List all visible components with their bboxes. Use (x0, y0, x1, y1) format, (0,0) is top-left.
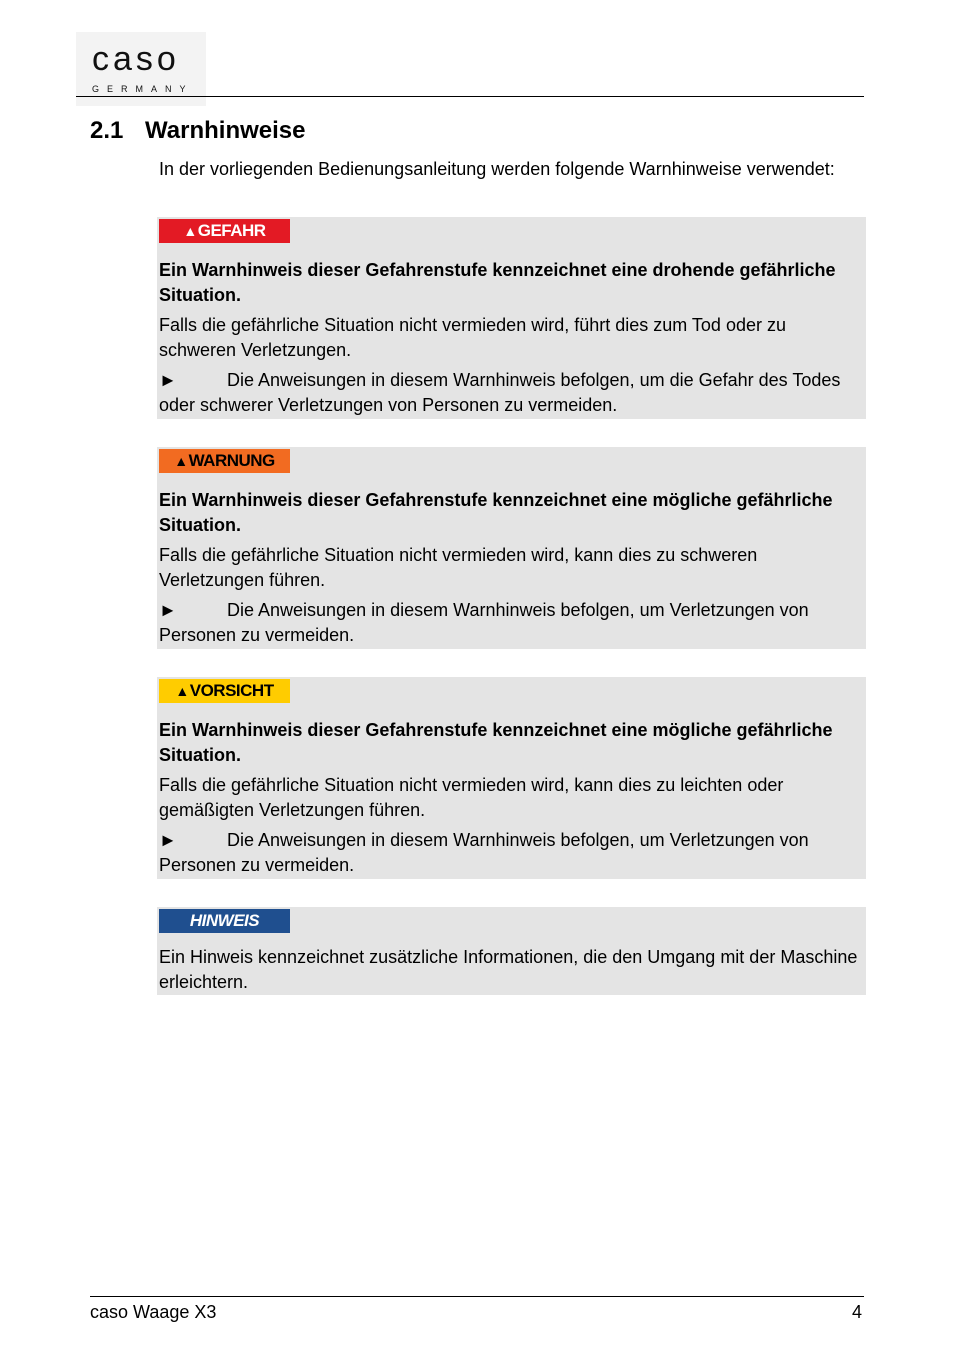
arrow-icon: ► (159, 600, 177, 620)
warning-instruction (159, 828, 859, 878)
warning-triangle-icon: ▲ (175, 683, 189, 699)
arrow-icon: ► (159, 830, 177, 850)
hinweis-content (159, 945, 859, 995)
badge-label: GEFAHR (197, 221, 266, 240)
badge-warnung (159, 449, 290, 473)
section-intro: In der vorliegenden Bedienungsanleitung werden folgende Warnhinweise verwendet: (159, 159, 835, 179)
arrow-icon: ► (159, 370, 177, 390)
footer-rule (90, 1296, 864, 1297)
badge-label: VORSICHT (189, 681, 274, 700)
instruction-text: Die Anweisungen in diesem Warnhinweis befolgen, um Verletzungen von Personen zu vermeiden. (159, 600, 809, 645)
warning-triangle-icon: ▲ (183, 223, 197, 239)
badge-vorsicht (159, 679, 290, 703)
warning-text: Falls die gefährliche Situation nicht vermieden wird, führt dies zum Tod oder zu schweren Verletzungen. (159, 315, 786, 360)
warning-box-warnung (157, 447, 866, 649)
warning-instruction (159, 368, 859, 418)
page-number: 4 (851, 1302, 862, 1322)
warning-triangle-icon: ▲ (174, 453, 188, 469)
warning-content (159, 258, 859, 418)
badge-hinweis: HINWEIS (159, 909, 290, 933)
warning-text: Falls die gefährliche Situation nicht vermieden wird, kann dies zu schweren Verletzungen führen. (159, 545, 758, 590)
logo-wordmark: caso (92, 40, 180, 78)
brand-logo (76, 32, 206, 106)
logo-subtitle: GERMANY (92, 84, 194, 94)
warning-box-gefahr (157, 217, 866, 419)
hinweis-box (157, 907, 866, 995)
warning-content (159, 488, 859, 648)
warning-bold-text: Ein Warnhinweis dieser Gefahrenstufe kennzeichnet eine drohende gefährliche Situation. (159, 260, 836, 305)
warning-instruction (159, 598, 859, 648)
badge-label: WARNUNG (188, 451, 275, 470)
section-title: Warnhinweise (145, 117, 306, 144)
instruction-text: Die Anweisungen in diesem Warnhinweis befolgen, um Verletzungen von Personen zu vermeiden. (159, 830, 809, 875)
badge-gefahr (159, 219, 290, 243)
warning-bold-text: Ein Warnhinweis dieser Gefahrenstufe kennzeichnet eine mögliche gefährliche Situation. (159, 720, 833, 765)
section-number: 2.1 (90, 117, 124, 144)
hinweis-text: Ein Hinweis kennzeichnet zusätzliche Informationen, die den Umgang mit der Maschine erleichtern. (159, 947, 858, 992)
warning-box-vorsicht (157, 677, 866, 879)
warning-text: Falls die gefährliche Situation nicht vermieden wird, kann dies zu leichten oder gemäßigten Verletzungen führen. (159, 775, 784, 820)
section-heading (90, 116, 305, 146)
footer-product: caso Waage X3 (90, 1302, 217, 1322)
warning-bold-text: Ein Warnhinweis dieser Gefahrenstufe kennzeichnet eine mögliche gefährliche Situation. (159, 490, 833, 535)
header-rule (76, 96, 864, 97)
warning-content (159, 718, 859, 878)
instruction-text: Die Anweisungen in diesem Warnhinweis befolgen, um die Gefahr des Todes oder schwerer Verletzungen von Personen zu vermeiden. (159, 370, 841, 415)
